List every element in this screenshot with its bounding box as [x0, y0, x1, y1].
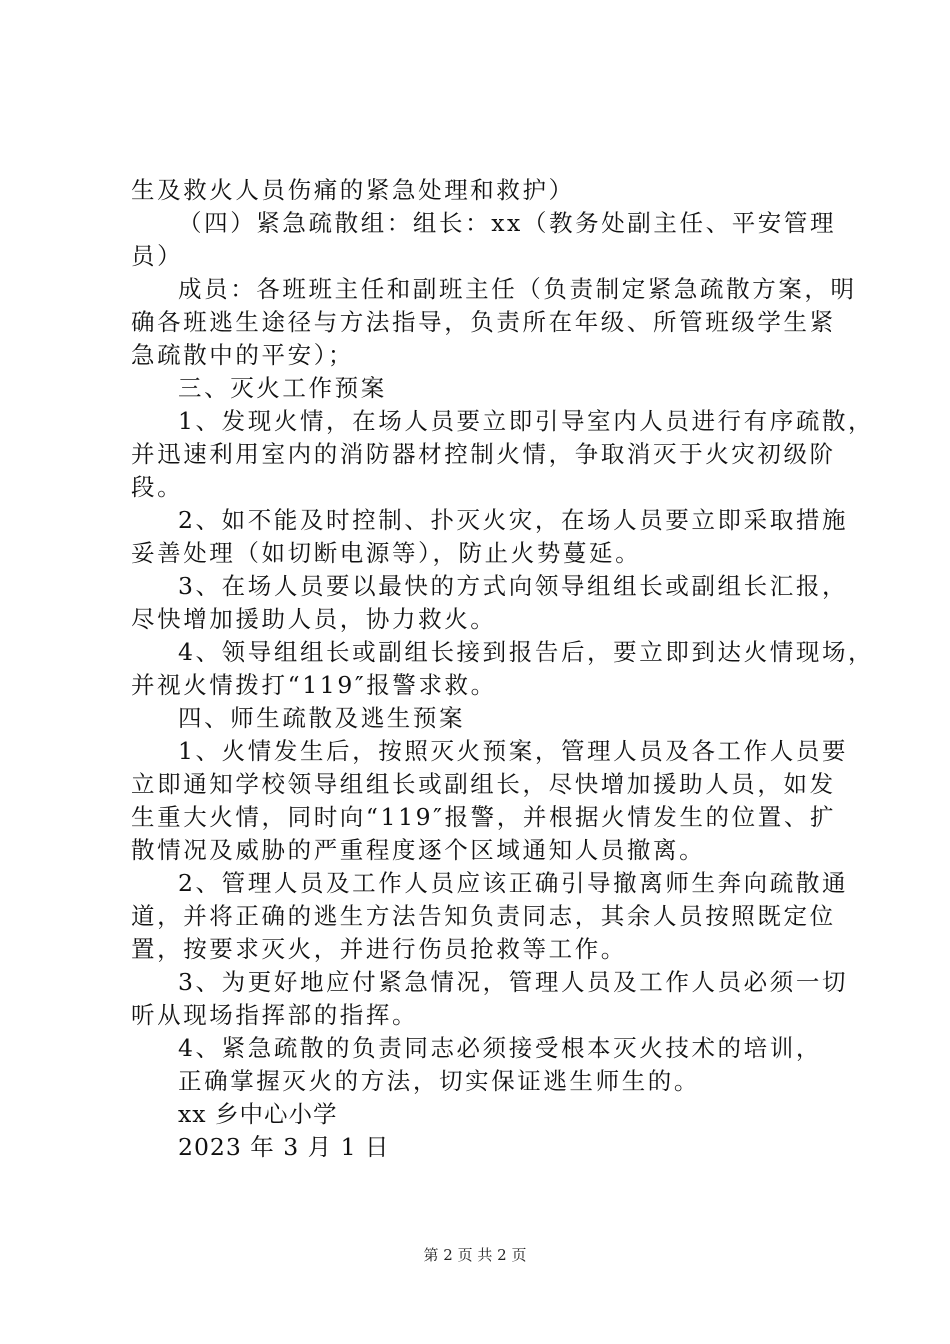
page-number-footer: 第 2 页 共 2 页: [423, 1246, 527, 1264]
section-heading: 四、师生疏散及逃生预案: [178, 704, 466, 732]
text-line: 段。: [131, 473, 184, 501]
text-line: 生重大火情，同时向“119″报警，并根据火情发生的位置、扩: [131, 803, 837, 831]
paragraph-start: 4、领导组组长或副组长接到报告后，要立即到达火情现场，: [178, 638, 875, 666]
text-line: 确各班逃生途径与方法指导，负责所在年级、所管班级学生紧: [131, 308, 836, 336]
text-line: 尽快增加援助人员，协力救火。: [131, 605, 497, 633]
paragraph-start: 3、在场人员要以最快的方式向领导组组长或副组长汇报，: [178, 572, 849, 600]
paragraph-start: 2、管理人员及工作人员应该正确引导撤离师生奔向疏散通: [178, 869, 849, 897]
text-line: 置，按要求灭火，并进行伤员抢救等工作。: [131, 935, 627, 963]
paragraph-start: 1、发现火情，在场人员要立即引导室内人员进行有序疏散，: [178, 407, 875, 435]
paragraph-start: 1、火情发生后，按照灭火预案，管理人员及各工作人员要: [178, 737, 849, 765]
text-line: 急疏散中的平安）；: [131, 341, 355, 369]
signature-organization: xx 乡中心小学: [178, 1100, 338, 1128]
paragraph-start: 3、为更好地应付紧急情况，管理人员及工作人员必须一切: [178, 968, 849, 996]
text-line: 员）: [131, 242, 184, 270]
paragraph-start: 2、如不能及时控制、扑灭火灾，在场人员要立即采取措施: [178, 506, 849, 534]
text-line: 听从现场指挥部的指挥。: [131, 1001, 419, 1029]
paragraph-start: 成员：各班班主任和副班主任（负责制定紧急疏散方案，明: [178, 275, 857, 303]
text-line: 并视火情拨打“119″报警求救。: [131, 671, 497, 699]
text-line: 正确掌握灭火的方法，切实保证逃生师生的。: [178, 1067, 700, 1095]
text-line: 并迅速利用室内的消防器材控制火情，争取消灭于火灾初级阶: [131, 440, 836, 468]
text-line: 妥善处理（如切断电源等），防止火势蔓延。: [131, 539, 642, 567]
text-line: 立即通知学校领导组组长或副组长，尽快增加援助人员，如发: [131, 770, 836, 798]
signature-date: 2023 年 3 月 1 日: [178, 1133, 390, 1161]
text-line: 道，并将正确的逃生方法告知负责同志，其余人员按照既定位: [131, 902, 836, 930]
section-heading: （四）紧急疏散组：组长：xx（教务处副主任、平安管理: [178, 209, 837, 237]
text-line: 散情况及威胁的严重程度逐个区域通知人员撤离。: [131, 836, 706, 864]
text-line: 生及救火人员伤痛的紧急处理和救护）: [131, 176, 575, 204]
paragraph-start: 4、紧急疏散的负责同志必须接受根本灭火技术的培训，: [178, 1034, 822, 1062]
section-heading: 三、灭火工作预案: [178, 374, 387, 402]
